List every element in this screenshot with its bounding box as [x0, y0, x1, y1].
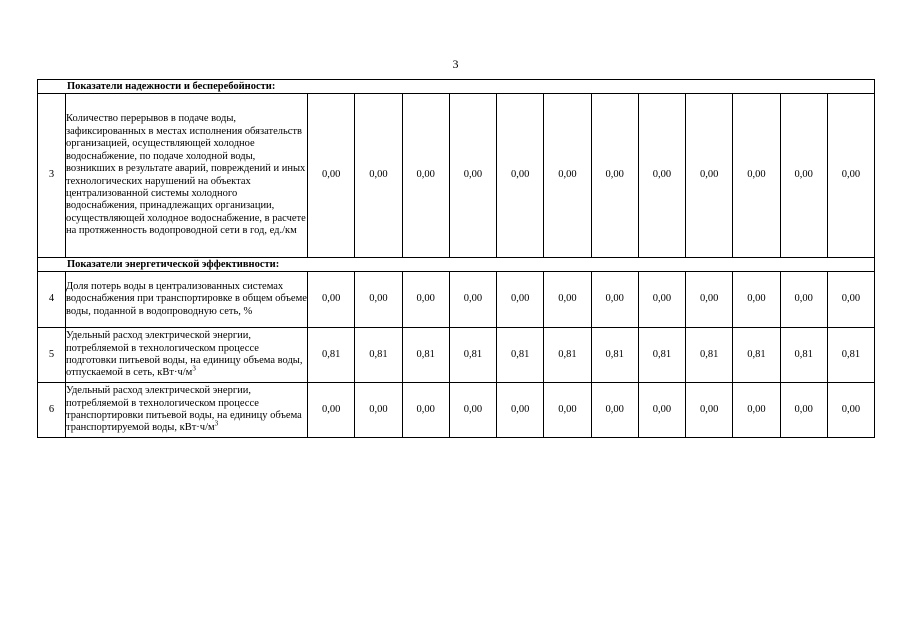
- value-cell: 0,81: [355, 328, 402, 383]
- value-cell: 0,00: [497, 272, 544, 328]
- row-number: 3: [38, 94, 66, 258]
- value-cell: 0,81: [827, 328, 874, 383]
- section-title: Показатели надежности и бесперебойности:: [38, 80, 875, 94]
- table-row: [38, 94, 875, 258]
- value-cell: 0,00: [355, 272, 402, 328]
- value-cell: 0,00: [308, 94, 355, 258]
- value-cell: 0,81: [308, 328, 355, 383]
- value-cell: 0,00: [827, 383, 874, 438]
- value-cell: 0,81: [591, 328, 638, 383]
- row-number: 4: [38, 272, 66, 328]
- indicator-description-text: Доля потерь воды в централизованных системах водоснабжения при транспортировке в общем объеме воды, поданной в водопроводную сеть, %: [66, 280, 307, 317]
- value-cell: 0,00: [497, 94, 544, 258]
- value-cell: 0,00: [638, 272, 685, 328]
- value-cell: 0,00: [638, 383, 685, 438]
- indicator-description-text: Удельный расход электрической энергии, потребляемой в технологическом процессе транспортировки питьевой воды, на единицу объема транспортируемой воды, кВт·ч/м: [66, 385, 302, 434]
- indicator-description: [66, 383, 308, 438]
- value-cell: 0,00: [780, 383, 827, 438]
- section-header-row: [38, 258, 875, 272]
- value-cell: 0,00: [733, 272, 780, 328]
- unit-superscript: 3: [214, 419, 219, 428]
- value-cell: 0,81: [686, 328, 733, 383]
- table-row: [38, 383, 875, 438]
- value-cell: 0,00: [308, 272, 355, 328]
- value-cell: 0,00: [449, 94, 496, 258]
- value-cell: 0,00: [355, 383, 402, 438]
- value-cell: 0,00: [827, 94, 874, 258]
- value-cell: 0,00: [544, 383, 591, 438]
- table-body: [38, 80, 875, 438]
- indicator-description: [66, 272, 308, 328]
- value-cell: 0,00: [686, 94, 733, 258]
- value-cell: 0,00: [402, 272, 449, 328]
- value-cell: 0,81: [638, 328, 685, 383]
- value-cell: 0,00: [638, 94, 685, 258]
- value-cell: 0,00: [780, 94, 827, 258]
- value-cell: 0,81: [497, 328, 544, 383]
- value-cell: 0,81: [544, 328, 591, 383]
- value-cell: 0,00: [544, 272, 591, 328]
- row-number: 6: [38, 383, 66, 438]
- section-header-row: [38, 80, 875, 94]
- value-cell: 0,00: [686, 383, 733, 438]
- value-cell: 0,00: [449, 272, 496, 328]
- value-cell: 0,00: [308, 383, 355, 438]
- value-cell: 0,00: [780, 272, 827, 328]
- indicator-description: [66, 94, 308, 258]
- unit-superscript: 3: [192, 364, 196, 373]
- value-cell: 0,81: [780, 328, 827, 383]
- section-title: Показатели энергетической эффективности:: [38, 258, 875, 272]
- value-cell: 0,00: [544, 94, 591, 258]
- value-cell: 0,00: [402, 383, 449, 438]
- value-cell: 0,00: [402, 94, 449, 258]
- value-cell: 0,00: [449, 383, 496, 438]
- indicator-description-text: Количество перерывов в подаче воды, зафиксированных в местах исполнения обязательств организацией, осуществляющей холодное водоснабжение, по подаче холодной воды, возникших в результате аварий, повреждений и иных технологических нарушений на объектах централизованной системы холодного водоснабжения, принадлежащих организации, осуществляющей холодное водоснабжение, в расчете на протяженность водопроводной сети в год, ед./км: [66, 113, 306, 237]
- table-row: [38, 328, 875, 383]
- indicator-description: [66, 328, 308, 383]
- row-number: 5: [38, 328, 66, 383]
- value-cell: 0,81: [449, 328, 496, 383]
- value-cell: 0,00: [355, 94, 402, 258]
- indicator-description-text: Удельный расход электрической энергии, потребляемой в технологическом процессе подготовки питьевой воды, на единицу объема воды, отпускаемой в сеть, кВт·ч/м: [66, 330, 303, 379]
- value-cell: 0,81: [733, 328, 780, 383]
- value-cell: 0,00: [497, 383, 544, 438]
- value-cell: 0,00: [591, 94, 638, 258]
- value-cell: 0,81: [402, 328, 449, 383]
- value-cell: 0,00: [686, 272, 733, 328]
- page-number: 3: [452, 57, 459, 71]
- value-cell: 0,00: [733, 94, 780, 258]
- value-cell: 0,00: [591, 272, 638, 328]
- value-cell: 0,00: [733, 383, 780, 438]
- value-cell: 0,00: [827, 272, 874, 328]
- table-row: [38, 272, 875, 328]
- indicators-table: [37, 79, 875, 438]
- value-cell: 0,00: [591, 383, 638, 438]
